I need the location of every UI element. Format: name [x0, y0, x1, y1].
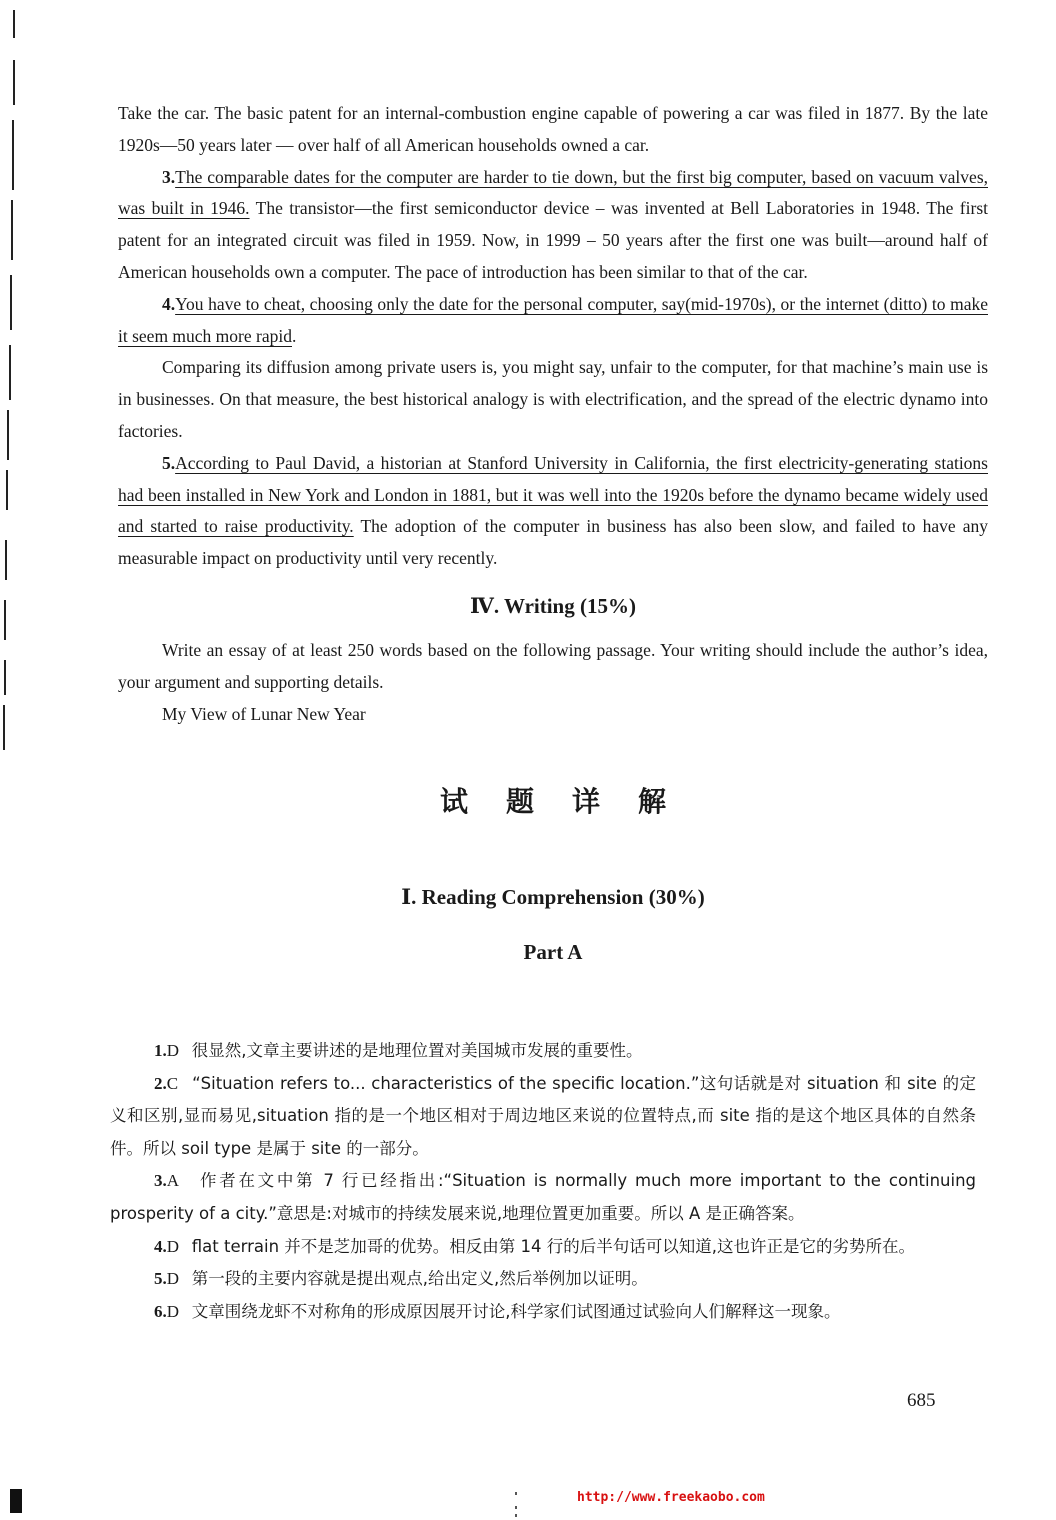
answer-item: 5.D 第一段的主要内容就是提出观点,给出定义,然后举例加以证明。: [154, 1269, 648, 1289]
answer-number: 1: [154, 1041, 163, 1060]
footer-url-link[interactable]: http://www.freekaobo.com: [577, 1490, 765, 1505]
scan-edge-artifact: [2, 0, 16, 760]
answer-letter: C: [166, 1073, 179, 1093]
answer-number: 4: [154, 1236, 163, 1256]
answer-explanation: 第一段的主要内容就是提出观点,给出定义,然后举例加以证明。: [191, 1269, 648, 1289]
answer-item: 2.C “Situation refers to... characteristics of the specific location.”这句话就是对 situation 和 site 的定义和区别,显而易见,situation 指的是一个地区相对于周边地区来说的位置特点,而 site 指的是这个地区具体的自然条件。所以 soil type 是属于 site 的一部分。: [110, 1073, 976, 1158]
answer-number: 3: [154, 1171, 163, 1191]
answer-list: [110, 1035, 976, 1328]
answer-letter: D: [166, 1041, 180, 1060]
answer-explanation: 作者在文中第 7 行已经指出:“Situation is normally much more important to the continuing prosperity of a city.”意思是:对城市的持续发展来说,地理位置更加重要。所以 A 是正确答案。: [110, 1171, 977, 1223]
page-number: 685: [907, 1390, 936, 1411]
writing-topic: My View of Lunar New Year: [162, 703, 366, 724]
answer-explanation: flat terrain 并不是芝加哥的优势。相反由第 14 行的后半句话可以知道,这也许正是它的劣势所在。: [191, 1236, 916, 1256]
paragraph-number: 3.: [162, 166, 176, 187]
part-a-heading: Part A: [523, 940, 583, 965]
passage-comparison-paragraph: Comparing its diffusion among private users is, you might say, unfair to the computer, for that machine’s main use is in businesses. On that measure, the best historical analogy is with electrification, and the spread of the electric dynamo into factories.: [118, 357, 988, 441]
passage-section: [118, 98, 988, 975]
answer-explanation: 很显然,文章主要讲述的是地理位置对美国城市发展的重要性。: [191, 1041, 643, 1060]
answer-letter: D: [166, 1269, 180, 1289]
paragraph-text: The transistor—the first semiconductor device – was invented at Bell Laboratories in 1948. The first patent for an integrated circuit was filed in 1959. Now, in 1999 – 50 years after the first one was built—around half of American households own a computer. The pace of introduction has been similar to that of the car.: [118, 198, 988, 282]
paragraph-number: 4.: [162, 293, 176, 314]
scan-ticks: [515, 1492, 518, 1518]
answer-item: 4.D flat terrain 并不是芝加哥的优势。相反由第 14 行的后半句话可以知道,这也许正是它的劣势所在。: [154, 1236, 916, 1256]
paragraph-text: The adoption of the computer in business has also been slow, and failed to have any measurable impact on productivity until very recently.: [118, 516, 989, 569]
answer-number: 2: [154, 1073, 163, 1093]
paragraph-text: .: [291, 325, 297, 346]
answer-number: 6: [154, 1301, 163, 1321]
answer-explanation: 文章围绕龙虾不对称角的形成原因展开讨论,科学家们试图通过试验向人们解释这一现象。: [191, 1301, 841, 1321]
writing-instruction: Write an essay of at least 250 words based on the following passage. Your writing should include the author’s idea, your argument and supporting details.: [118, 639, 988, 692]
passage-paragraph-3: [118, 162, 988, 289]
paragraph-number: 5.: [162, 452, 176, 473]
answer-item: 6.D 文章围绕龙虾不对称角的形成原因展开讨论,科学家们试图通过试验向人们解释这一现象。: [154, 1301, 841, 1321]
passage-paragraph-4: [118, 289, 988, 353]
passage-intro-paragraph: Take the car. The basic patent for an internal-combustion engine capable of powering a car was filed in 1877. By the late 1920s—50 years later — over half of all American households owned a car.: [118, 103, 988, 155]
answer-explanation: “Situation refers to... characteristics of the specific location.”这句话就是对 situation 和 site 的定义和区别,显而易见,situation 指的是一个地区相对于周边地区来说的位置特点,而 site 指的是这个地区具体的自然条件。所以 soil type 是属于 site 的一部分。: [110, 1073, 976, 1158]
passage-paragraph-5: [118, 448, 988, 575]
answer-letter: A: [166, 1171, 180, 1191]
explanations-title: 试题详解: [439, 785, 704, 819]
answer-number: 5: [154, 1269, 163, 1289]
answer-item: 3.A 作者在文中第 7 行已经指出:“Situation is normally much more important to the continuing prosperity of a city.”意思是:对城市的持续发展来说,地理位置更加重要。所以 A 是正确答案。: [110, 1171, 977, 1223]
answer-letter: D: [166, 1236, 180, 1256]
writing-section-heading: Ⅳ. Writing (15%): [470, 593, 636, 618]
scan-mark: [10, 1489, 22, 1513]
answer-item: 1.D 很显然,文章主要讲述的是地理位置对美国城市发展的重要性。: [154, 1041, 643, 1060]
underlined-sentence: The comparable dates for the computer are harder to tie down, but the first big computer, based on vacuum valves, was built in 1946.: [118, 166, 988, 219]
underlined-sentence: According to Paul David, a historian at Stanford University in California, the first electricity-generating stations had been installed in New York and London in 1881, but it was well into the 1920s before the dynamo became widely used and started to raise productivity.: [118, 452, 988, 537]
underlined-sentence: You have to cheat, choosing only the date for the personal computer, say(mid-1970s), or the internet (ditto) to make it seem much more rapid: [118, 293, 988, 346]
answer-letter: D: [166, 1301, 180, 1321]
reading-comprehension-heading: Ⅰ. Reading Comprehension (30%): [401, 885, 705, 910]
